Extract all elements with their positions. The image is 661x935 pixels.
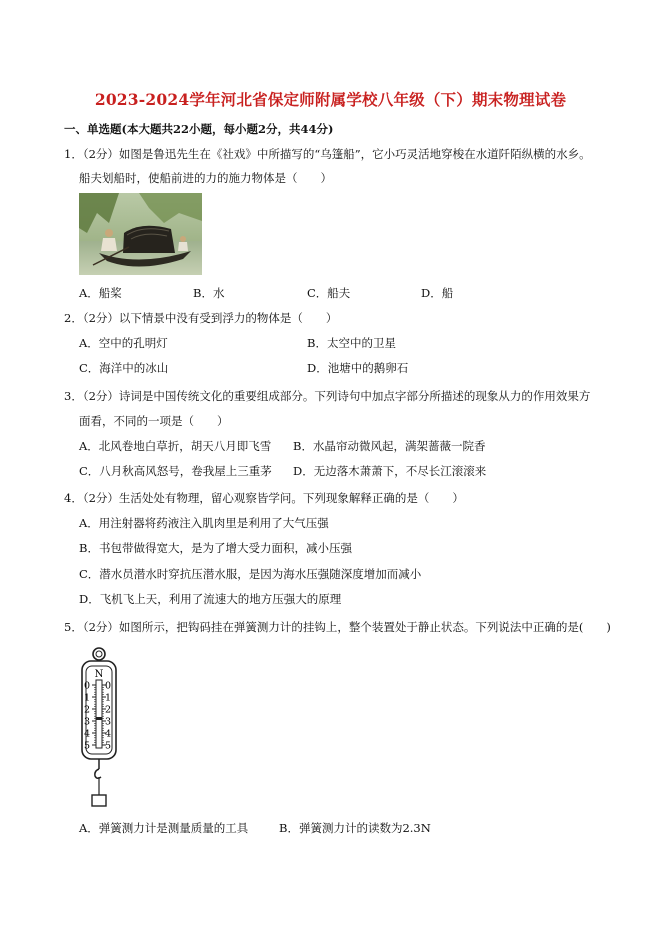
question-3-option-d: D．无边落木萧萧下，不尽长江滚滚来 [293, 464, 487, 478]
scale-tick-label: 0 [104, 680, 112, 692]
scale-tick-label: 0 [83, 680, 91, 692]
spring-scale-drawing [72, 645, 132, 810]
scale-tick-label: 2 [104, 704, 112, 716]
question-4-option-d: D．飞机飞上天，利用了流速大的地方压强大的原理 [79, 592, 342, 606]
question-3-option-c: C．八月秋高风怒号，卷我屋上三重茅 [79, 464, 272, 478]
question-3-option-a: A．北风卷地白草折，胡天八月即飞雪 [79, 439, 272, 453]
question-1-option-d: D．船 [421, 286, 454, 300]
question-3-text-cont: 面看，不同的一项是（ ） [79, 414, 229, 428]
boat-photo [79, 193, 202, 275]
question-2-option-a: A．空中的孔明灯 [79, 336, 168, 350]
scale-tick-label: 1 [83, 692, 91, 704]
question-2-option-b: B．太空中的卫星 [307, 336, 396, 350]
scale-tick-label: 5 [83, 740, 91, 752]
question-1-option-b: B．水 [193, 286, 225, 300]
question-5-option-a: A．弹簧测力计是测量质量的工具 [79, 821, 249, 835]
scale-tick-label: 3 [104, 716, 112, 728]
scale-tick-label: 4 [83, 728, 91, 740]
scale-tick-label: 5 [104, 740, 112, 752]
question-1-option-a: A．船桨 [79, 286, 122, 300]
question-1-option-c: C．船夫 [307, 286, 351, 300]
question-4-option-b: B．书包带做得宽大，是为了增大受力面积，减小压强 [79, 541, 352, 555]
question-4-text: 4．（2分）生活处处有物理，留心观察皆学问。下列现象解释正确的是（ ） [64, 491, 464, 505]
section-heading: 一、单选题(本大题共22小题，每小题2分，共44分) [64, 122, 334, 136]
scale-tick-label: 1 [104, 692, 112, 704]
question-4-option-a: A．用注射器将药液注入肌肉里是利用了大气压强 [79, 516, 329, 530]
spring-scale-figure [72, 645, 132, 810]
question-3-option-b: B．水晶帘动微风起，满架蔷薇一院香 [293, 439, 486, 453]
boat-image [79, 193, 202, 275]
page-title: 2023-2024学年河北省保定师附属学校八年级（下）期末物理试卷 [94, 90, 567, 109]
question-4-option-c: C．潜水员潜水时穿抗压潜水服，是因为海水压强随深度增加而减小 [79, 567, 422, 581]
scale-tick-label: 4 [104, 728, 112, 740]
question-2-text: 2．（2分）以下情景中没有受到浮力的物体是（ ） [64, 311, 338, 325]
question-5-text: 5．（2分）如图所示，把钩码挂在弹簧测力计的挂钩上，整个装置处于静止状态。下列说法中正确的是( ) [64, 620, 611, 634]
question-5-option-b: B．弹簧测力计的读数为2.3N [279, 821, 431, 835]
scale-tick-label: 2 [83, 704, 91, 716]
scale-tick-label: 3 [83, 716, 91, 728]
question-3-text: 3．（2分）诗词是中国传统文化的重要组成部分。下列诗句中加点字部分所描述的现象从力的作用效果方 [64, 389, 591, 403]
question-1-text: 1．（2分）如图是鲁迅先生在《社戏》中所描写的“乌篷船”，它小巧灵活地穿梭在水道阡陌纵横的水乡。 [64, 147, 591, 161]
question-2-option-c: C．海洋中的冰山 [79, 361, 169, 375]
question-2-option-d: D．池塘中的鹅卵石 [307, 361, 409, 375]
question-1-text-cont: 船夫划船时，使船前进的力的施力物体是（ ） [79, 171, 332, 185]
scale-unit-label: N [94, 669, 104, 680]
